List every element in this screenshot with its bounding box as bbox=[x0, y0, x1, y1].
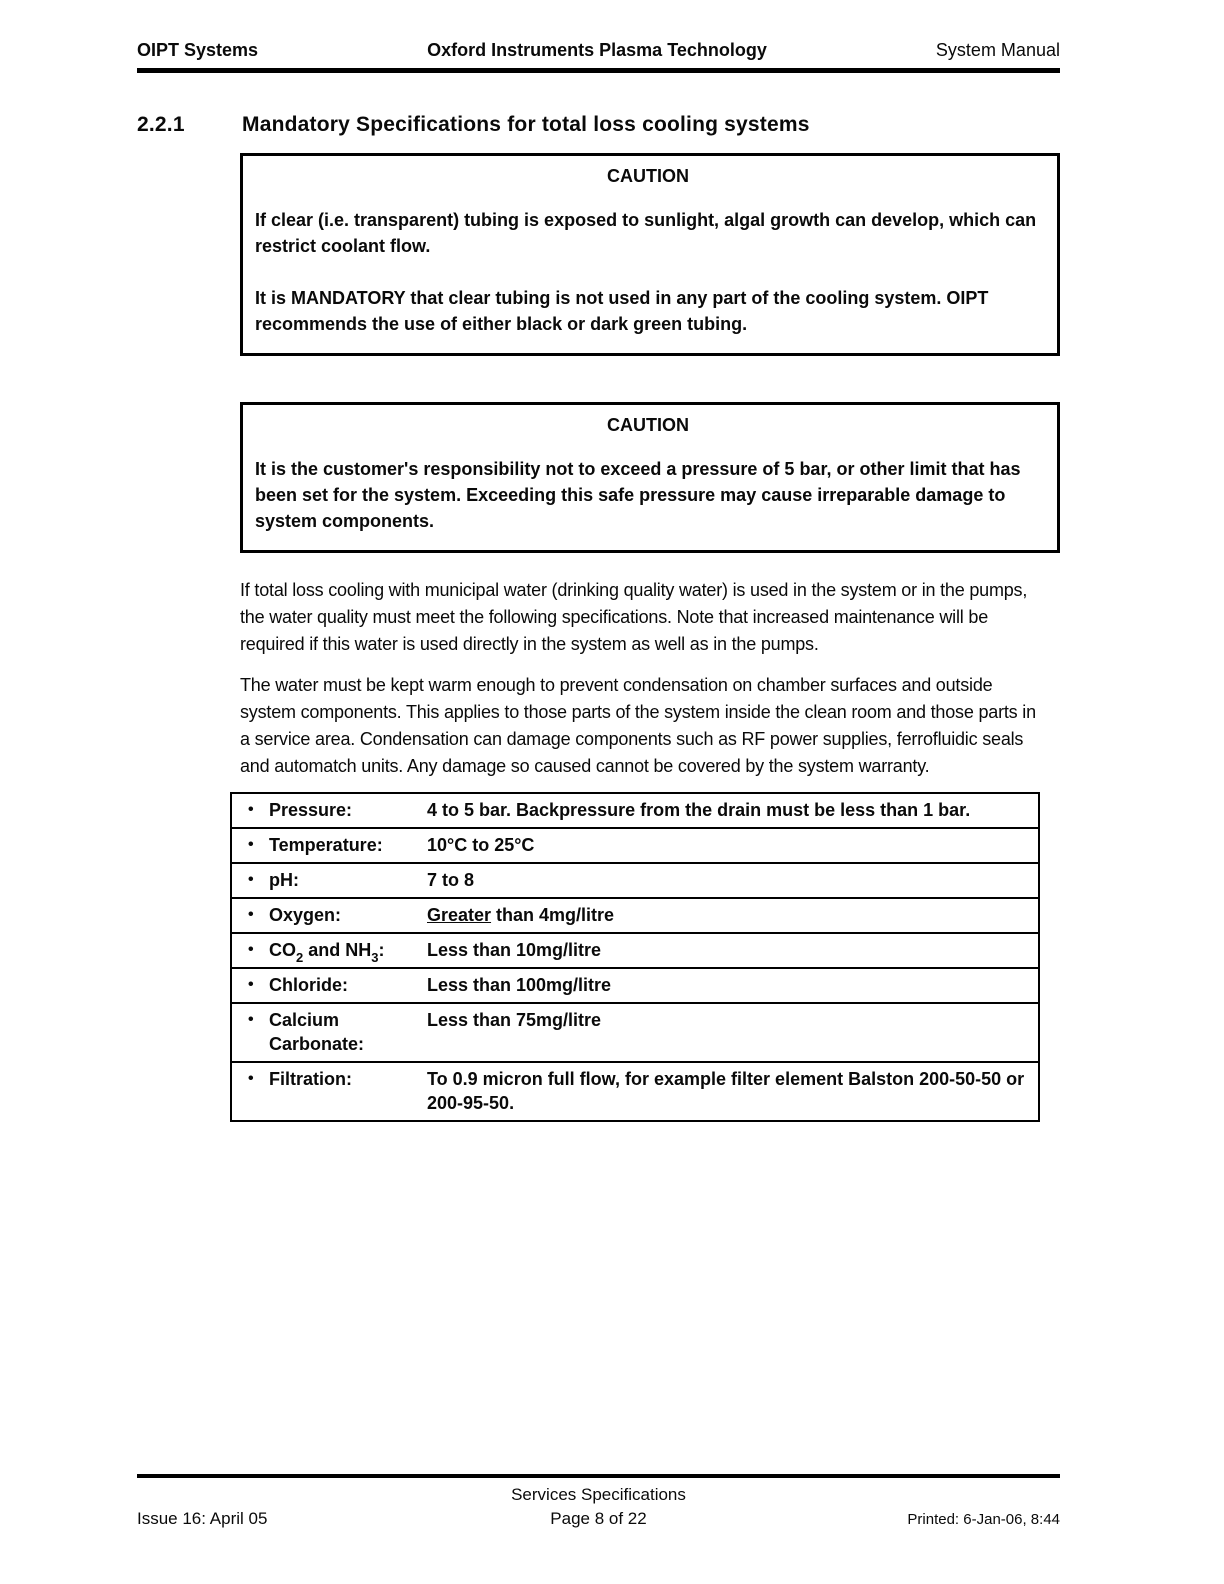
term-text: CO bbox=[269, 940, 296, 960]
term-text: and NH bbox=[303, 940, 372, 960]
spec-value: 10°C to 25°C bbox=[427, 828, 1039, 863]
header-left-text: OIPT Systems bbox=[137, 40, 259, 60]
spec-term: Chloride: bbox=[269, 968, 427, 1003]
caution-box-2 bbox=[240, 402, 1060, 553]
table-row bbox=[231, 968, 1039, 1003]
subscript: 2 bbox=[296, 950, 304, 965]
page-content bbox=[137, 40, 1060, 1122]
spec-value: Less than 75mg/litre bbox=[427, 1003, 1039, 1062]
bullet-icon: • bbox=[231, 933, 269, 968]
caution-title: CAUTION bbox=[607, 415, 689, 435]
spec-value: Less than 100mg/litre bbox=[427, 968, 1039, 1003]
spec-term: Oxygen: bbox=[269, 898, 427, 933]
table-row bbox=[231, 793, 1039, 828]
caution-box-1 bbox=[240, 153, 1060, 356]
header-right-text: System Manual bbox=[935, 40, 1060, 60]
page-footer bbox=[137, 1474, 1060, 1529]
footer-row bbox=[137, 1509, 1060, 1529]
footer-issue: Issue 16: April 05 bbox=[137, 1509, 268, 1528]
table-row bbox=[231, 863, 1039, 898]
bullet-icon: • bbox=[231, 863, 269, 898]
caution-title: CAUTION bbox=[607, 166, 689, 186]
bullet-icon: • bbox=[231, 1062, 269, 1121]
spec-term: Filtration: bbox=[269, 1062, 427, 1121]
spec-value: Less than 10mg/litre bbox=[427, 933, 1039, 968]
spec-value: 4 to 5 bar. Backpressure from the drain must be less than 1 bar. bbox=[427, 800, 971, 820]
value-text: than 4mg/litre bbox=[491, 905, 615, 925]
table-row bbox=[231, 1062, 1039, 1121]
caution-paragraph: If clear (i.e. transparent) tubing is exposed to sunlight, algal growth can develop, which can restrict coolant flow. bbox=[255, 210, 1037, 256]
bullet-icon: • bbox=[231, 828, 269, 863]
bullet-icon: • bbox=[231, 968, 269, 1003]
spec-term: Pressure: bbox=[269, 800, 353, 820]
footer-printed: Printed: 6-Jan-06, 8:44 bbox=[907, 1511, 1060, 1528]
spec-value: To 0.9 micron full flow, for example filter element Balston 200-50-50 or 200-95-50. bbox=[427, 1062, 1039, 1121]
section-heading bbox=[137, 113, 1060, 137]
bullet-icon: • bbox=[231, 1003, 269, 1062]
term-text: : bbox=[378, 940, 385, 960]
spec-value bbox=[427, 898, 1039, 933]
spec-term bbox=[269, 933, 427, 968]
bullet-icon: • bbox=[231, 898, 269, 933]
page-header bbox=[137, 40, 1060, 73]
footer-doc-title: Services Specifications bbox=[511, 1485, 686, 1504]
caution-paragraph: It is the customer's responsibility not to exceed a pressure of 5 bar, or other limit that has been set for the system. Exceeding this safe pressure may cause irreparable damage to system components. bbox=[255, 459, 1021, 531]
spec-term: pH: bbox=[269, 863, 427, 898]
spec-term: Calcium Carbonate: bbox=[269, 1003, 427, 1062]
table-row bbox=[231, 933, 1039, 968]
body-paragraph: The water must be kept warm enough to prevent condensation on chamber surfaces and outside system components. This applies to those parts of the system inside the clean room and those parts in a service area. Condensation can damage components such as RF power supplies, ferrofluidic seals and automatch units. Any damage so caused cannot be covered by the system warranty. bbox=[240, 675, 1036, 776]
footer-page-number: Page 8 of 22 bbox=[550, 1509, 647, 1528]
section-number: 2.2.1 bbox=[137, 113, 185, 136]
spec-term: Temperature: bbox=[269, 828, 427, 863]
table-row bbox=[231, 828, 1039, 863]
table-row bbox=[231, 898, 1039, 933]
caution-paragraph: It is MANDATORY that clear tubing is not used in any part of the cooling system. OIPT recommends the use of either black or dark green tubing. bbox=[255, 288, 989, 334]
footer-rule bbox=[137, 1474, 1060, 1478]
header-center-text: Oxford Instruments Plasma Technology bbox=[427, 40, 767, 60]
section-title: Mandatory Specifications for total loss cooling systems bbox=[242, 113, 810, 136]
table-row bbox=[231, 1003, 1039, 1062]
spec-value: 7 to 8 bbox=[427, 863, 1039, 898]
subscript: 3 bbox=[371, 950, 379, 965]
spec-table bbox=[230, 792, 1040, 1122]
bullet-icon: • bbox=[248, 801, 254, 818]
body-paragraph: If total loss cooling with municipal water (drinking quality water) is used in the system or in the pumps, the water quality must meet the following specifications. Note that increased maintenance will be required if this water is used directly in the system as well as in the pumps. bbox=[240, 580, 1028, 654]
underlined-word: Greater bbox=[427, 905, 492, 925]
